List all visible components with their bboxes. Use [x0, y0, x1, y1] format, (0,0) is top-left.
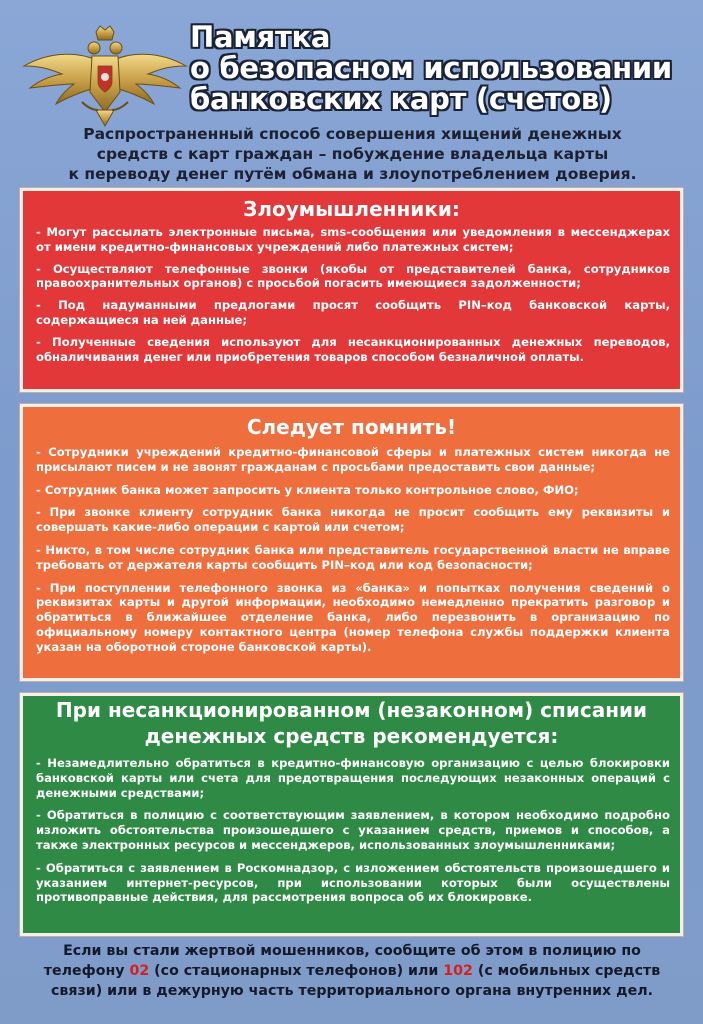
list-item: - Никто, в том числе сотрудник банка или представитель государственной власти не вправе требовать от держателя карты сообщить PIN–код или код безопасности; [36, 542, 670, 572]
list-item: - Незамедлительно обратиться в кредитно-финансовую организацию с целью блокировки банковской карты или счета для предотвращения последующих незаконных операций с денежными средствами; [36, 756, 670, 800]
intro-line-2: средств с карт граждан – побуждение владельца карты [96, 145, 609, 163]
list-item: - Обратиться с заявлением в Роскомнадзор, с изложением обстоятельств произошедшего и указанием интернет-ресурсов, при использовании которых были осуществлены противоправные действия, для рассмотрения вопроса об их блокировке. [36, 860, 670, 905]
list-item: - Под надуманными предлогами просят сообщить PIN–код банковской карты, содержащиеся на ней данные; [36, 298, 670, 327]
list-item: - Обратиться в полицию с соответствующим заявлением, в котором необходимо подробно изложить обстоятельства произошедшего с указанием средств, приемов и способов, а также электронных ресурсов и мессенджеров, использованных злоумышленниками; [36, 808, 670, 852]
fraudsters-section [20, 188, 683, 392]
remember-section [20, 404, 683, 681]
list-item: - Могут рассылать электронные письма, sms-сообщения или уведомления в мессенджерах от имени кредитно-финансовых учреждений либо платежных систем; [36, 225, 670, 254]
recommendations-title-line-2: денежных средств рекомендуется: [144, 724, 559, 748]
footer-line-2-middle: (со стационарных телефонов) или [149, 963, 444, 979]
list-item: - Сотрудники учреждений кредитно-финансовой сферы и платежных систем никогда не присылают писем и не звонят гражданам с просьбами предоставить свои данные; [36, 445, 670, 474]
title-line-3: банковских карт (счетов) [190, 82, 612, 116]
page-title [190, 22, 690, 115]
double-headed-eagle-emblem-icon [22, 22, 188, 130]
intro-line-3: к переводу денег путём обмана и злоупотреблением доверия. [68, 165, 637, 183]
list-item: - Сотрудник банка может запросить у клиента только контрольное слово, ФИО; [36, 482, 579, 497]
intro-line-1: Распространенный способ совершения хищений денежных [83, 125, 622, 143]
landline-number: 02 [129, 963, 150, 979]
recommendations-list [23, 756, 680, 905]
list-item: - При поступлении телефонного звонка из «банка» и попытках получения сведений о реквизитах карты и другой информации, необходимо немедленно прекратить разговор и обратиться в ближайшее отделение банка, либо перезвонить в организацию по официальному номеру контактного центра (номер телефона службы поддержки клиента указан на оборотной стороне банковской карты). [36, 580, 670, 654]
list-item: - Осуществляют телефонные звонки (якобы от представителей банка, сотрудников правоохранительных органов) с просьбой погасить имеющиеся задолженности; [36, 261, 670, 291]
list-item: - Полученные сведения используют для несанкционированных денежных переводов, обналичивания денег или приобретения товаров способом безналичной оплаты. [36, 334, 670, 364]
footer-line-2 [14, 961, 690, 981]
fraudsters-title: Злоумышленники: [243, 197, 460, 221]
title-line-1: Памятка [190, 20, 331, 54]
footer-line-2-suffix: (с мобильных средств [472, 963, 661, 979]
footer-line-1: Если вы стали жертвой мошенников, сообщите об этом в полицию по [63, 943, 641, 959]
intro-text [30, 124, 675, 184]
remember-title: Следует помнить! [246, 415, 457, 439]
footer-line-3: связи) или в дежурную часть территориального органа внутренних дел. [51, 983, 653, 999]
remember-list [23, 445, 680, 655]
recommendations-section [20, 693, 683, 936]
footer-line-2-prefix: телефону [43, 963, 130, 979]
title-line-2: о безопасном использовании [190, 51, 672, 85]
fraudsters-list [23, 225, 680, 364]
footer-notice [14, 941, 690, 1001]
mobile-number: 102 [443, 963, 473, 979]
list-item: - При звонке клиенту сотрудник банка никогда не просит сообщить ему реквизиты и совершать какие-либо операции с картой или счетом; [36, 505, 670, 535]
recommendations-title-line-1: При несанкционированном (незаконном) списании [55, 698, 648, 722]
